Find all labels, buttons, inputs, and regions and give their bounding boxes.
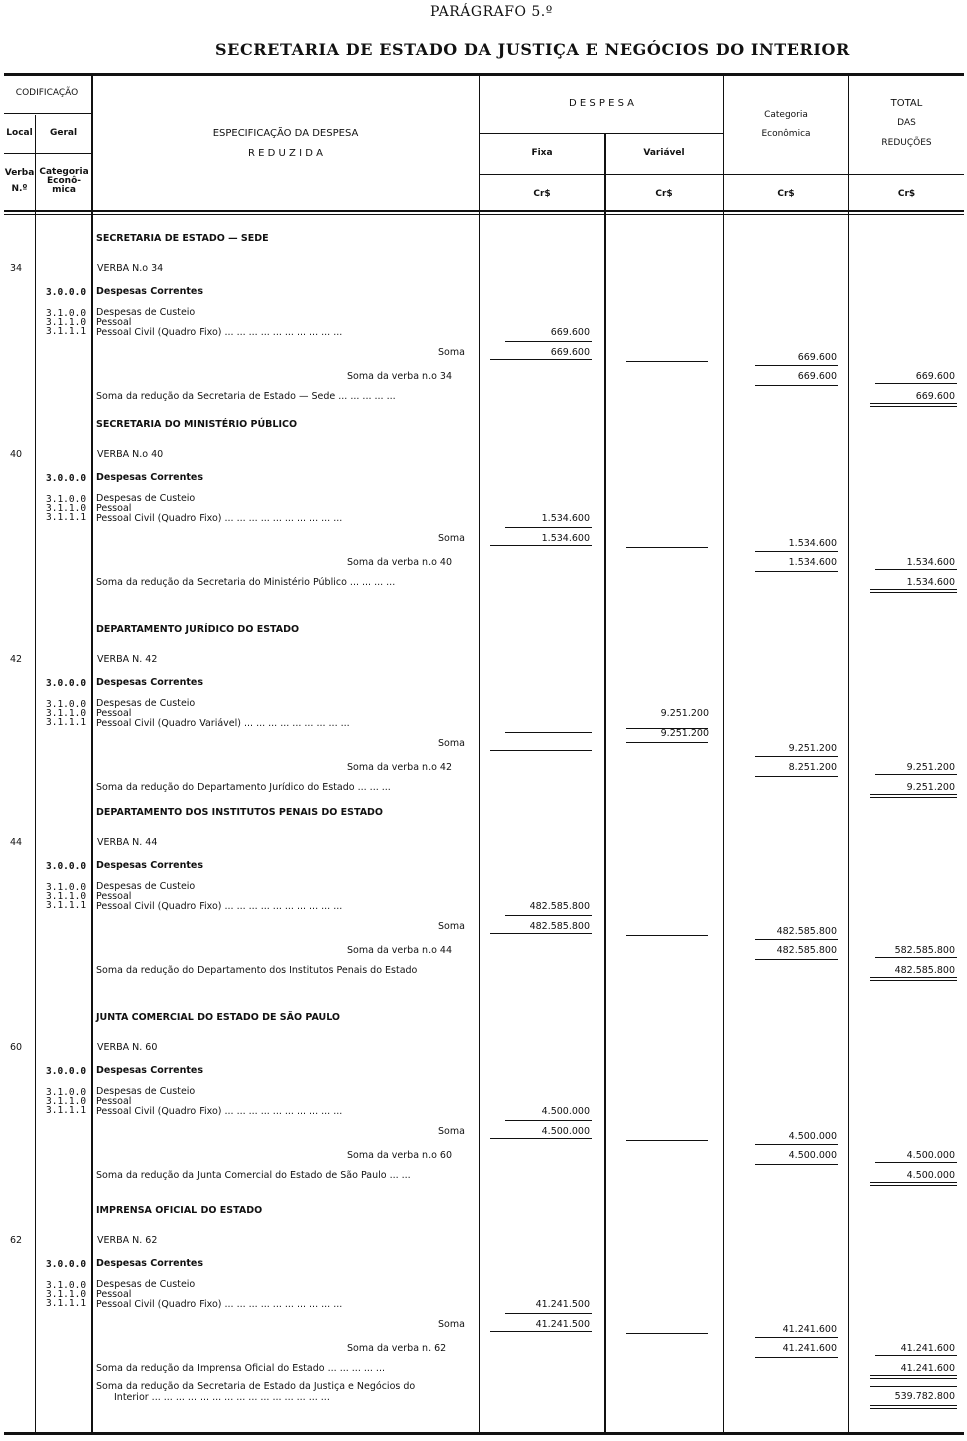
underline-categoria-2 — [755, 776, 838, 777]
col-divider-categoria — [848, 75, 849, 1432]
item-description: Pessoal Civil (Quadro Fixo) ... ... ... ... ... ... ... ... ... ... — [96, 1299, 343, 1310]
header-line-cod — [4, 113, 91, 114]
despesas-custeio: Despesas de Custeio — [96, 1279, 196, 1290]
item-description: Pessoal Civil (Quadro Fixo) ... ... ... ... ... ... ... ... ... ... — [96, 901, 343, 912]
final-label-line1: Soma da redução da Secretaria de Estado da Justiça e Negócios do — [96, 1381, 416, 1392]
item-fixa: 4.500.000 — [541, 1106, 590, 1117]
reducao-label: Soma da redução do Departamento dos Institutos Penais do Estado — [96, 965, 418, 976]
underline-categoria — [755, 1337, 838, 1338]
despesas-correntes: Despesas Correntes — [96, 1258, 203, 1269]
pessoal: Pessoal — [96, 317, 132, 328]
soma-categoria: 669.600 — [797, 352, 837, 363]
currency-total: Cr$ — [897, 189, 916, 199]
underline-reducao-2 — [870, 1185, 957, 1186]
header-geral: Geral — [49, 128, 78, 138]
underline-fixa — [505, 732, 592, 733]
item-fixa: 669.600 — [550, 327, 590, 338]
final-total: 539.782.800 — [894, 1391, 955, 1402]
code-3111: 3.1.1.1 — [46, 900, 87, 911]
verba-soma-categoria: 41.241.600 — [782, 1343, 837, 1354]
soma-label: Soma — [438, 738, 465, 749]
header-fixa: Fixa — [531, 148, 553, 158]
underline-total — [875, 1355, 957, 1356]
pessoal: Pessoal — [96, 891, 132, 902]
final-label-line2: Interior ... ... ... ... ... ... ... ... ... ... ... ... ... ... ... — [114, 1392, 330, 1403]
soma-label: Soma — [438, 1126, 465, 1137]
underline-categoria-2 — [755, 1164, 838, 1165]
soma-categoria: 4.500.000 — [788, 1131, 837, 1142]
reducao-label: Soma da redução da Junta Comercial do Estado de São Paulo ... ... — [96, 1170, 411, 1181]
verba-soma-categoria: 4.500.000 — [788, 1150, 837, 1161]
underline-fixa-2 — [490, 359, 592, 360]
underline-fixa — [505, 915, 592, 916]
item-fixa: 41.241.500 — [535, 1299, 590, 1310]
underline-reducao-2 — [870, 592, 957, 593]
verba-number: 42 — [10, 654, 23, 665]
verba-soma-label: Soma da verba n.o 42 — [347, 762, 453, 773]
col-divider-geral — [91, 75, 93, 1432]
soma-categoria: 482.585.800 — [776, 926, 837, 937]
underline-total — [875, 1162, 957, 1163]
table-bottom-border — [4, 1432, 964, 1435]
item-description: Pessoal Civil (Quadro Fixo) ... ... ... ... ... ... ... ... ... ... — [96, 1106, 343, 1117]
paragraph-title: PARÁGRAFO 5.º — [430, 4, 553, 20]
underline-reducao — [870, 403, 957, 404]
despesas-correntes: Despesas Correntes — [96, 286, 203, 297]
code-3111: 3.1.1.1 — [46, 1298, 87, 1309]
header-das: DAS — [897, 118, 916, 128]
reducao-total: 482.585.800 — [894, 965, 955, 976]
code-3000: 3.0.0.0 — [46, 1259, 87, 1270]
underline-fixa-2 — [490, 1138, 592, 1139]
header-line-fixa — [480, 174, 723, 175]
verba-soma-total: 669.600 — [915, 371, 955, 382]
section-title: SECRETARIA DO MINISTÉRIO PÚBLICO — [96, 419, 298, 430]
item-variavel: 9.251.200 — [660, 708, 709, 719]
verba-label: VERBA N.o 40 — [97, 449, 164, 460]
underline-categoria-2 — [755, 571, 838, 572]
currency-fixa: Cr$ — [533, 189, 551, 199]
underline-reducao — [870, 977, 957, 978]
soma-categoria: 41.241.600 — [782, 1324, 837, 1335]
soma-label: Soma — [438, 921, 465, 932]
col-divider-fixa — [604, 134, 606, 1432]
verba-soma-label: Soma da verba n.o 40 — [347, 557, 453, 568]
soma-fixa: 4.500.000 — [541, 1126, 590, 1137]
header-categoria-economica-col: Categoria Econô- mica — [39, 167, 89, 195]
verba-soma-total: 41.241.600 — [900, 1343, 955, 1354]
verba-soma-label: Soma da verba n. 62 — [347, 1343, 447, 1354]
reducao-label: Soma da redução da Secretaria do Ministério Público ... ... ... ... — [96, 577, 396, 588]
verba-soma-label: Soma da verba n.o 44 — [347, 945, 453, 956]
verba-soma-total: 9.251.200 — [906, 762, 955, 773]
underline-fixa — [505, 1313, 592, 1314]
underline-variavel — [626, 547, 708, 548]
reducao-label: Soma da redução do Departamento Jurídico do Estado ... ... ... — [96, 782, 391, 793]
header-line-categoria — [724, 174, 964, 175]
section-title: DEPARTAMENTO DOS INSTITUTOS PENAIS DO ESTADO — [96, 807, 384, 818]
code-3000: 3.0.0.0 — [46, 1066, 87, 1077]
item-description: Pessoal Civil (Quadro Variável) ... ... ... ... ... ... ... ... ... — [96, 718, 350, 729]
col-divider-variavel — [723, 75, 724, 1432]
section-title: SECRETARIA DE ESTADO — SEDE — [96, 233, 269, 244]
soma-label: Soma — [438, 533, 465, 544]
header-bottom-border-2 — [4, 214, 964, 215]
underline-variavel — [626, 1333, 708, 1334]
col-divider-local — [35, 115, 36, 1432]
verba-number: 40 — [10, 449, 23, 460]
code-3110: 3.1.1.0 — [46, 1289, 87, 1300]
code-3110: 3.1.1.0 — [46, 503, 87, 514]
code-3100: 3.1.0.0 — [46, 308, 87, 319]
despesas-correntes: Despesas Correntes — [96, 472, 203, 483]
underline-total — [875, 957, 957, 958]
header-reduzida: R E D U Z I D A — [248, 148, 323, 159]
underline-reducao-2 — [870, 797, 957, 798]
reducao-label: Soma da redução da Secretaria de Estado — Sede ... ... ... ... ... — [96, 391, 396, 402]
currency-categoria: Cr$ — [777, 189, 795, 199]
header-bottom-border — [4, 210, 964, 212]
header-numero: N.º — [11, 184, 28, 194]
section-title: JUNTA COMERCIAL DO ESTADO DE SÃO PAULO — [96, 1012, 341, 1023]
final-underline-2 — [870, 1408, 957, 1409]
code-3111: 3.1.1.1 — [46, 1105, 87, 1116]
underline-categoria — [755, 939, 838, 940]
soma-fixa: 669.600 — [550, 347, 590, 358]
underline-categoria-2 — [755, 385, 838, 386]
verba-number: 60 — [10, 1042, 23, 1053]
currency-variavel: Cr$ — [655, 189, 673, 199]
header-total: TOTAL — [890, 98, 923, 109]
code-3111: 3.1.1.1 — [46, 326, 87, 337]
header-line-local — [4, 153, 91, 154]
soma-fixa: 1.534.600 — [541, 533, 590, 544]
despesas-custeio: Despesas de Custeio — [96, 881, 196, 892]
section-title: DEPARTAMENTO JURÍDICO DO ESTADO — [96, 624, 300, 635]
underline-variavel — [626, 1140, 708, 1141]
item-fixa: 482.585.800 — [529, 901, 590, 912]
despesas-custeio: Despesas de Custeio — [96, 698, 196, 709]
underline-reducao-2 — [870, 980, 957, 981]
final-underline — [870, 1405, 957, 1406]
header-verba: Verba — [4, 168, 35, 178]
verba-soma-categoria: 1.534.600 — [788, 557, 837, 568]
code-3100: 3.1.0.0 — [46, 699, 87, 710]
underline-reducao — [870, 1182, 957, 1183]
despesas-correntes: Despesas Correntes — [96, 677, 203, 688]
underline-variavel — [626, 361, 708, 362]
pessoal: Pessoal — [96, 1096, 132, 1107]
code-3110: 3.1.1.0 — [46, 317, 87, 328]
code-3110: 3.1.1.0 — [46, 708, 87, 719]
header-categoria: Categoria — [764, 110, 808, 120]
underline-categoria — [755, 756, 838, 757]
underline-fixa-2 — [490, 1331, 592, 1332]
despesas-correntes: Despesas Correntes — [96, 860, 203, 871]
verba-soma-total: 582.585.800 — [894, 945, 955, 956]
verba-label: VERBA N. 42 — [97, 654, 158, 665]
despesas-custeio: Despesas de Custeio — [96, 493, 196, 504]
underline-reducao — [870, 1375, 957, 1376]
reducao-total: 669.600 — [915, 391, 955, 402]
despesas-correntes: Despesas Correntes — [96, 1065, 203, 1076]
header-codificacao: CODIFICAÇÃO — [15, 88, 79, 98]
despesas-custeio: Despesas de Custeio — [96, 307, 196, 318]
soma-label: Soma — [438, 347, 465, 358]
underline-fixa — [505, 341, 592, 342]
underline-total — [875, 383, 957, 384]
soma-label: Soma — [438, 1319, 465, 1330]
reducao-total: 1.534.600 — [906, 577, 955, 588]
underline-variavel-2 — [626, 742, 708, 743]
page-title: SECRETARIA DE ESTADO DA JUSTIÇA E NEGÓCIOS DO INTERIOR — [215, 40, 850, 59]
code-3100: 3.1.0.0 — [46, 494, 87, 505]
verba-number: 34 — [10, 263, 23, 274]
verba-label: VERBA N.o 34 — [97, 263, 164, 274]
verba-label: VERBA N. 60 — [97, 1042, 158, 1053]
item-description: Pessoal Civil (Quadro Fixo) ... ... ... ... ... ... ... ... ... ... — [96, 327, 343, 338]
verba-soma-total: 1.534.600 — [906, 557, 955, 568]
item-fixa: 1.534.600 — [541, 513, 590, 524]
soma-categoria: 1.534.600 — [788, 538, 837, 549]
verba-soma-label: Soma da verba n.o 60 — [347, 1150, 453, 1161]
verba-number: 44 — [10, 837, 23, 848]
code-3111: 3.1.1.1 — [46, 717, 87, 728]
reducao-total: 4.500.000 — [906, 1170, 955, 1181]
header-despesa: D E S P E S A — [569, 98, 634, 109]
header-economica: Econômica — [761, 129, 811, 139]
underline-fixa-2 — [490, 545, 592, 546]
underline-reducao — [870, 794, 957, 795]
verba-soma-label: Soma da verba n.o 34 — [347, 371, 453, 382]
code-3111: 3.1.1.1 — [46, 512, 87, 523]
underline-fixa-2 — [490, 933, 592, 934]
underline-fixa-2 — [490, 750, 592, 751]
code-3000: 3.0.0.0 — [46, 861, 87, 872]
verba-soma-categoria: 669.600 — [797, 371, 837, 382]
underline-total — [875, 774, 957, 775]
header-line-despesa — [480, 133, 723, 134]
pessoal: Pessoal — [96, 708, 132, 719]
despesas-custeio: Despesas de Custeio — [96, 1086, 196, 1097]
reducao-label: Soma da redução da Imprensa Oficial do Estado ... ... ... ... ... — [96, 1363, 385, 1374]
soma-fixa: 41.241.500 — [535, 1319, 590, 1330]
soma-variavel: 9.251.200 — [660, 728, 709, 739]
col-divider-spec — [479, 75, 480, 1432]
verba-label: VERBA N. 62 — [97, 1235, 158, 1246]
verba-soma-categoria: 8.251.200 — [788, 762, 837, 773]
item-description: Pessoal Civil (Quadro Fixo) ... ... ... ... ... ... ... ... ... ... — [96, 513, 343, 524]
underline-fixa — [505, 1120, 592, 1121]
code-3100: 3.1.0.0 — [46, 1087, 87, 1098]
table-top-border — [4, 73, 964, 76]
header-variavel: Variável — [643, 148, 685, 158]
underline-categoria-2 — [755, 959, 838, 960]
underline-total — [875, 569, 957, 570]
verba-soma-total: 4.500.000 — [906, 1150, 955, 1161]
verba-number: 62 — [10, 1235, 23, 1246]
header-especificacao: ESPECIFICAÇÃO DA DESPESA — [212, 128, 359, 139]
code-3000: 3.0.0.0 — [46, 678, 87, 689]
header-reducoes: REDUÇÕES — [881, 138, 932, 148]
verba-soma-categoria: 482.585.800 — [776, 945, 837, 956]
reducao-total: 9.251.200 — [906, 782, 955, 793]
code-3110: 3.1.1.0 — [46, 891, 87, 902]
underline-categoria — [755, 365, 838, 366]
underline-reducao-2 — [870, 1378, 957, 1379]
verba-label: VERBA N. 44 — [97, 837, 158, 848]
section-title: IMPRENSA OFICIAL DO ESTADO — [96, 1205, 263, 1216]
code-3100: 3.1.0.0 — [46, 882, 87, 893]
underline-categoria — [755, 1144, 838, 1145]
soma-categoria: 9.251.200 — [788, 743, 837, 754]
underline-categoria-2 — [755, 1357, 838, 1358]
code-3100: 3.1.0.0 — [46, 1280, 87, 1291]
code-3000: 3.0.0.0 — [46, 473, 87, 484]
underline-reducao-2 — [870, 406, 957, 407]
pessoal: Pessoal — [96, 503, 132, 514]
underline-fixa — [505, 527, 592, 528]
pessoal: Pessoal — [96, 1289, 132, 1300]
soma-fixa: 482.585.800 — [529, 921, 590, 932]
header-local: Local — [6, 128, 33, 138]
reducao-total: 41.241.600 — [900, 1363, 955, 1374]
underline-variavel — [626, 935, 708, 936]
underline-reducao — [870, 589, 957, 590]
code-3110: 3.1.1.0 — [46, 1096, 87, 1107]
underline-categoria — [755, 551, 838, 552]
final-overline — [870, 1386, 957, 1387]
code-3000: 3.0.0.0 — [46, 287, 87, 298]
